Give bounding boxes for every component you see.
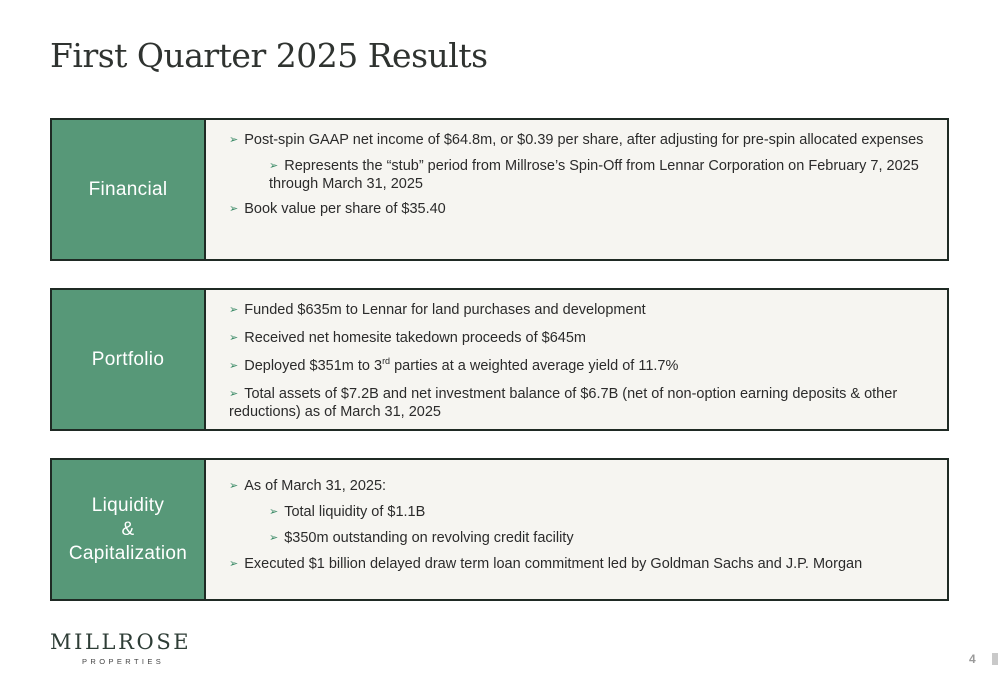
arrow-bullet-icon: ➢ [229, 388, 239, 400]
logo-subtitle: PROPERTIES [82, 657, 165, 666]
bullet-item [216, 132, 935, 150]
section-label-financial [52, 120, 206, 259]
bullet-item [216, 556, 935, 574]
financial-label: Financial [88, 178, 168, 200]
bullet-text-before: Deployed $351m to 3 [244, 358, 383, 374]
liquidity-body [206, 460, 947, 599]
page-marker-bar [992, 653, 998, 665]
arrow-bullet-icon: ➢ [229, 360, 239, 372]
bullet-item [216, 386, 935, 421]
bullet-text-after: parties at a weighted average yield of 11.7% [390, 358, 679, 374]
section-label-portfolio [52, 290, 206, 429]
arrow-bullet-icon: ➢ [269, 506, 279, 518]
bullet-text: Post-spin GAAP net income of $64.8m, or $0.39 per share, after adjusting for pre-spin allocated expenses [244, 132, 924, 148]
financial-body [206, 120, 947, 259]
liquidity-label-line1: Liquidity [91, 494, 165, 516]
bullet-text: Executed $1 billion delayed draw term loan commitment led by Goldman Sachs and J.P. Morgan [244, 556, 863, 572]
arrow-bullet-icon: ➢ [229, 134, 239, 146]
bullet-text: Total assets of $7.2B and net investment balance of $6.7B (net of non-option earning deposits & other reductions) as of March 31, 2025 [229, 386, 898, 420]
bullet-item [216, 201, 935, 219]
arrow-bullet-icon: ➢ [229, 304, 239, 316]
superscript: rd [382, 356, 391, 367]
sub-bullet-item [256, 158, 935, 193]
section-label-liquidity [52, 460, 206, 599]
arrow-bullet-icon: ➢ [229, 332, 239, 344]
bullet-text: Total liquidity of $1.1B [284, 504, 426, 520]
liquidity-label-line2: & [121, 518, 135, 540]
portfolio-label: Portfolio [91, 348, 165, 370]
arrow-bullet-icon: ➢ [269, 160, 279, 172]
bullet-text: $350m outstanding on revolving credit facility [284, 530, 574, 546]
sub-bullet-item [256, 530, 935, 548]
arrow-bullet-icon: ➢ [229, 558, 239, 570]
bullet-text: Received net homesite takedown proceeds of $645m [244, 330, 586, 346]
bullet-item [216, 330, 935, 348]
bullet-item [216, 358, 935, 376]
bullet-text: Represents the “stub” period from Millrose’s Spin-Off from Lennar Corporation on February 7, 2025 through March 31, 2025 [269, 158, 919, 192]
portfolio-section [50, 288, 949, 431]
liquidity-section [50, 458, 949, 601]
bullet-item [216, 478, 935, 496]
financial-section [50, 118, 949, 261]
sub-bullet-item [256, 504, 935, 522]
arrow-bullet-icon: ➢ [229, 203, 239, 215]
bullet-text: As of March 31, 2025: [244, 478, 387, 494]
bullet-text: Book value per share of $35.40 [244, 201, 446, 217]
page-title: First Quarter 2025 Results [50, 36, 488, 75]
logo-wordmark: MILLROSE [50, 630, 192, 654]
liquidity-label-line3: Capitalization [68, 542, 188, 564]
bullet-item [216, 302, 935, 320]
arrow-bullet-icon: ➢ [229, 480, 239, 492]
page-number: 4 [969, 652, 976, 666]
millrose-logo [50, 630, 191, 666]
portfolio-body [206, 290, 947, 429]
arrow-bullet-icon: ➢ [269, 532, 279, 544]
bullet-text: Funded $635m to Lennar for land purchases and development [244, 302, 646, 318]
